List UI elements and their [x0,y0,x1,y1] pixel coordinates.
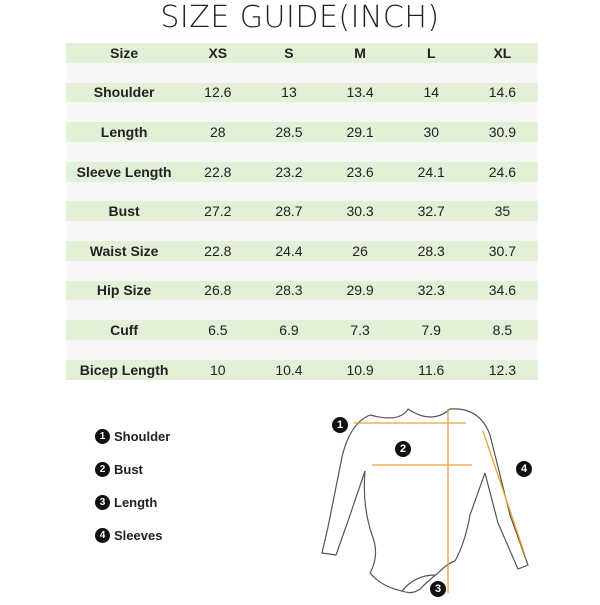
page-title: SIZE GUIDE(INCH) [160,0,440,35]
size-value: XL [467,43,538,63]
row-spacer [66,182,538,202]
size-value: 8.5 [467,320,538,340]
size-value: 28.3 [396,241,467,261]
legend-item-bust [95,453,170,486]
legend-item-sleeves [95,519,170,552]
number-1-icon: 1 [95,429,110,444]
row-spacer [66,221,538,241]
row-spacer [66,261,538,281]
size-value: 7.9 [396,320,467,340]
size-value: 14 [396,83,467,103]
legend-label: Shoulder [114,429,171,444]
size-value: 6.5 [182,320,253,340]
row-label: Bicep Length [66,360,182,380]
size-value: 29.1 [325,122,396,142]
row-label: Size [66,43,182,63]
size-value: 32.7 [396,201,467,221]
marker-4-icon: 4 [516,461,532,477]
table-row [66,360,538,380]
marker-2-icon: 2 [395,441,411,457]
size-value: 24.6 [467,162,538,182]
row-label: Length [66,122,182,142]
measurement-legend [95,420,170,552]
size-value: 10 [182,360,253,380]
row-label: Waist Size [66,241,182,261]
marker-3-icon: 3 [430,581,446,597]
number-2-icon: 2 [95,462,110,477]
size-value: 7.3 [325,320,396,340]
row-spacer [66,102,538,122]
table-row [66,122,538,142]
size-value: 13 [253,83,324,103]
table-row [66,320,538,340]
size-value: 26.8 [182,281,253,301]
size-value: 23.6 [325,162,396,182]
size-value: M [325,43,396,63]
size-value: 26 [325,241,396,261]
size-value: 30 [396,122,467,142]
size-value: 28.7 [253,201,324,221]
size-value: 30.9 [467,122,538,142]
size-value: 32.3 [396,281,467,301]
size-value: 24.1 [396,162,467,182]
size-value: S [253,43,324,63]
row-spacer [66,300,538,320]
size-value: 12.6 [182,83,253,103]
row-label: Cuff [66,320,182,340]
size-value: 35 [467,201,538,221]
size-value: 6.9 [253,320,324,340]
legend-label: Sleeves [114,528,163,543]
legend-item-length [95,486,170,519]
size-value: 23.2 [253,162,324,182]
row-label: Sleeve Length [66,162,182,182]
size-value: 28 [182,122,253,142]
size-value: L [396,43,467,63]
row-label: Hip Size [66,281,182,301]
row-label: Shoulder [66,83,182,103]
table-row [66,241,538,261]
table-row [66,281,538,301]
size-value: 34.6 [467,281,538,301]
size-value: 10.9 [325,360,396,380]
table-row [66,162,538,182]
row-spacer [66,63,538,83]
size-value: 30.3 [325,201,396,221]
table-header-row [66,43,538,63]
size-value: 12.3 [467,360,538,380]
size-value: 13.4 [325,83,396,103]
size-value: 28.3 [253,281,324,301]
bodysuit-outline-icon [320,395,540,600]
size-table [66,43,538,380]
number-3-icon: 3 [95,495,110,510]
size-value: 11.6 [396,360,467,380]
size-value: 10.4 [253,360,324,380]
row-label: Bust [66,201,182,221]
size-value: XS [182,43,253,63]
legend-label: Length [114,495,158,510]
size-value: 27.2 [182,201,253,221]
row-spacer [66,142,538,162]
size-value: 28.5 [253,122,324,142]
bodysuit-diagram [320,395,540,600]
table-row [66,83,538,103]
table-row [66,201,538,221]
row-spacer [66,340,538,360]
size-value: 30.7 [467,241,538,261]
number-4-icon: 4 [95,528,110,543]
size-value: 24.4 [253,241,324,261]
size-value: 29.9 [325,281,396,301]
size-value: 22.8 [182,241,253,261]
marker-1-icon: 1 [332,417,348,433]
legend-item-shoulder [95,420,170,453]
size-value: 22.8 [182,162,253,182]
size-value: 14.6 [467,83,538,103]
legend-label: Bust [114,462,143,477]
